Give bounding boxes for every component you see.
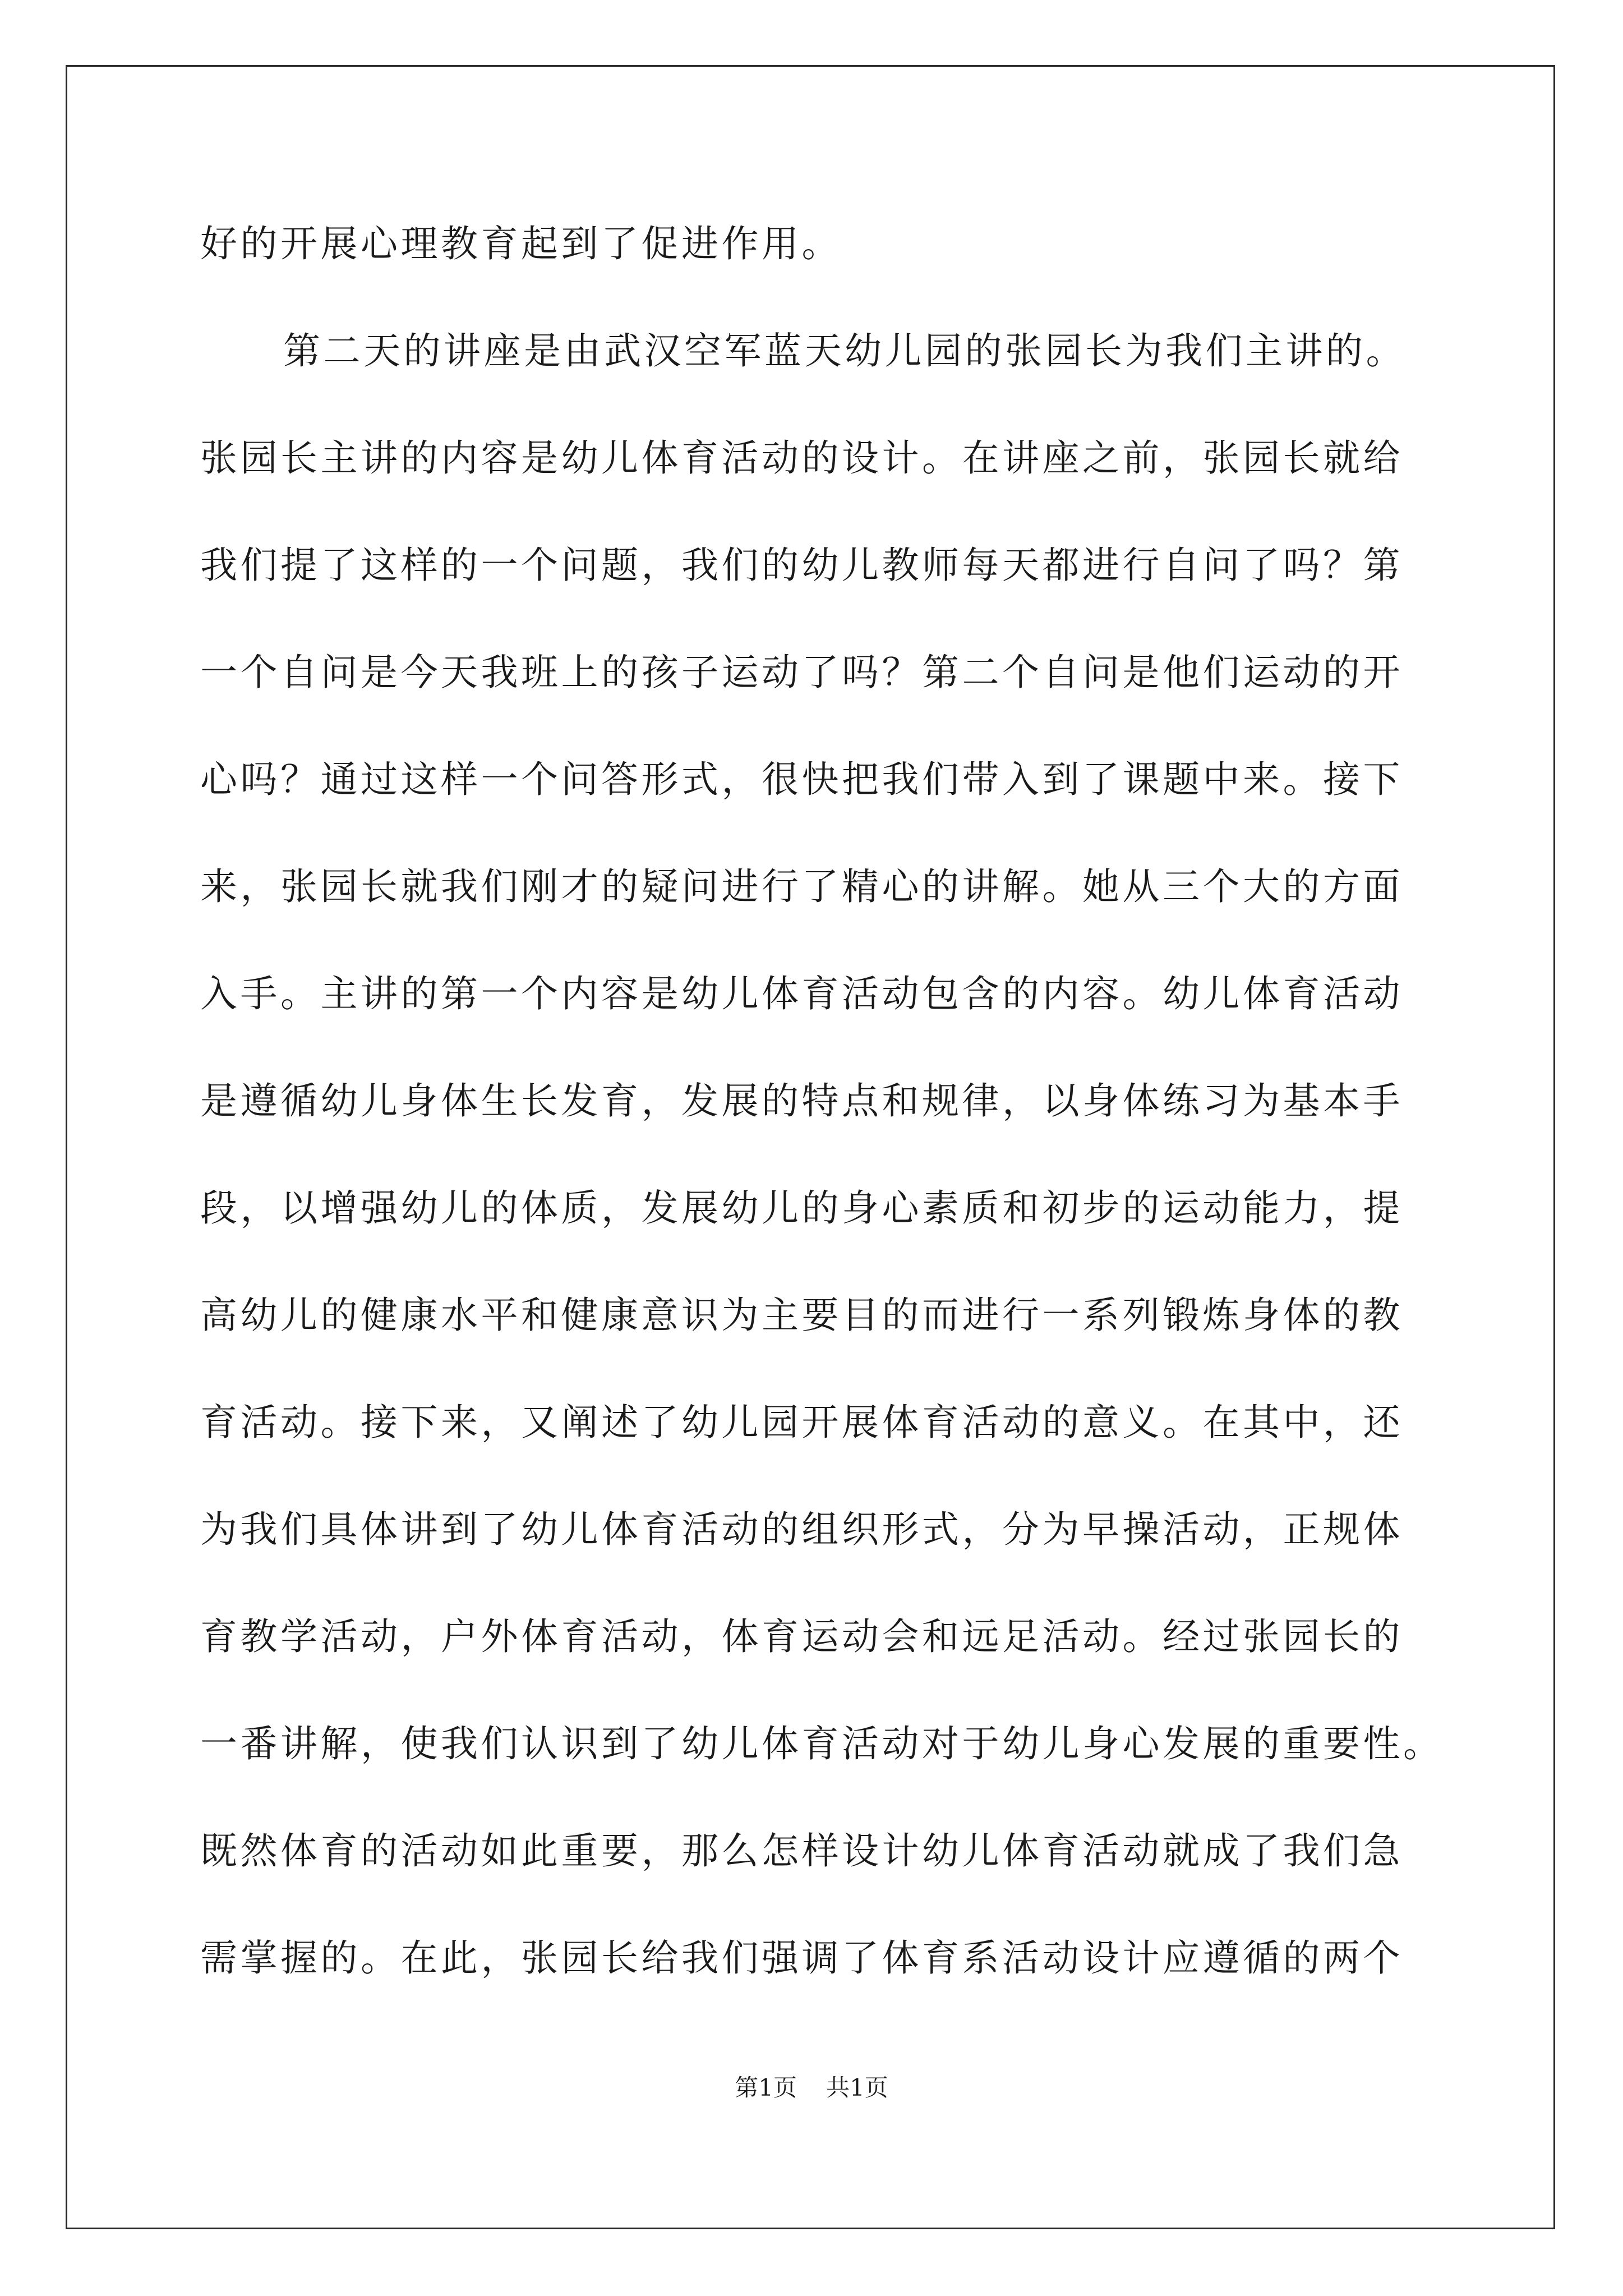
text-line: 好的开展心理教育起到了促进作用。 bbox=[200, 222, 842, 265]
text-line: 段，以增强幼儿的体质，发展幼儿的身心素质和初步的运动能力，提 bbox=[200, 1186, 1403, 1230]
text-line: 为我们具体讲到了幼儿体育活动的组织形式，分为早操活动，正规体 bbox=[200, 1508, 1403, 1551]
text-line: 一个自问是今天我班上的孩子运动了吗？第二个自问是他们运动的开 bbox=[200, 651, 1403, 694]
document-body bbox=[200, 216, 1444, 2037]
text-line: 心吗？通过这样一个问答形式，很快把我们带入到了课题中来。接下 bbox=[200, 758, 1403, 801]
text-line: 我们提了这样的一个问题，我们的幼儿教师每天都进行自问了吗？第 bbox=[200, 544, 1403, 587]
total-pages-label: 共1页 bbox=[826, 2074, 888, 2101]
text-line: 张园长主讲的内容是幼儿体育活动的设计。在讲座之前，张园长就给 bbox=[200, 436, 1403, 480]
text-line: 是遵循幼儿身体生长发育，发展的特点和规律，以身体练习为基本手 bbox=[200, 1079, 1403, 1122]
paragraph-first-line: 第二天的讲座是由武汉空军蓝天幼儿园的张园长为我们主讲的。 bbox=[283, 329, 1406, 372]
text-line: 高幼儿的健康水平和健康意识为主要目的而进行一系列锻炼身体的教 bbox=[200, 1294, 1403, 1337]
text-line: 来，张园长就我们刚才的疑问进行了精心的讲解。她从三个大的方面 bbox=[200, 865, 1403, 908]
text-line: 育活动。接下来，又阐述了幼儿园开展体育活动的意义。在其中，还 bbox=[200, 1401, 1403, 1444]
page-footer bbox=[0, 2074, 1623, 2102]
text-line: 需掌握的。在此，张园长给我们强调了体育系活动设计应遵循的两个 bbox=[200, 1936, 1403, 1980]
text-line: 入手。主讲的第一个内容是幼儿体育活动包含的内容。幼儿体育活动 bbox=[200, 972, 1403, 1015]
text-line: 育教学活动，户外体育活动，体育运动会和远足活动。经过张园长的 bbox=[200, 1615, 1403, 1658]
text-line: 一番讲解，使我们认识到了幼儿体育活动对于幼儿身心发展的重要性。 bbox=[200, 1722, 1444, 1765]
current-page-label: 第1页 bbox=[735, 2074, 797, 2101]
text-line: 既然体育的活动如此重要，那么怎样设计幼儿体育活动就成了我们急 bbox=[200, 1829, 1403, 1872]
